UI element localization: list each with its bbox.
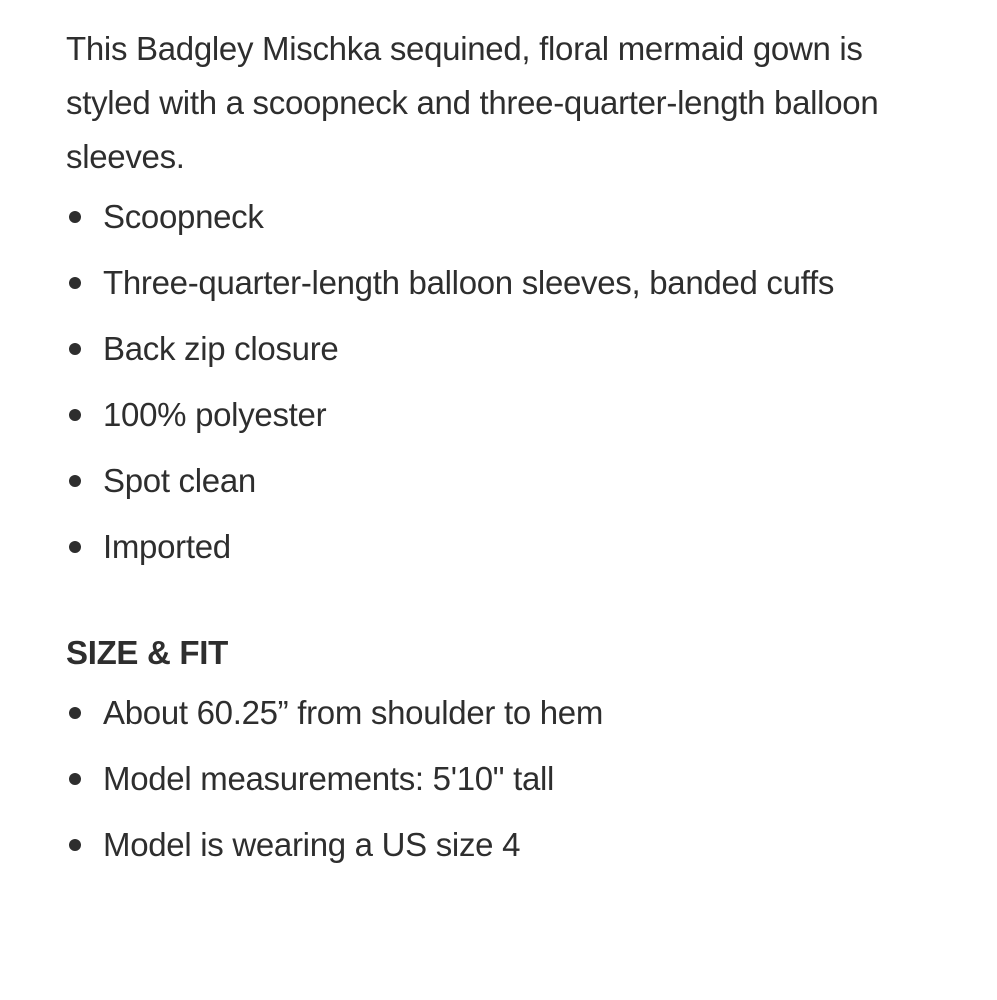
size-fit-text: About 60.25” from shoulder to hem — [103, 694, 604, 731]
bullet-icon — [69, 409, 81, 421]
bullet-icon — [69, 343, 81, 355]
bullet-icon — [69, 277, 81, 289]
list-item — [66, 448, 966, 514]
feature-text: Spot clean — [103, 462, 256, 499]
size-fit-heading: SIZE & FIT — [66, 634, 229, 671]
feature-text: Back zip closure — [103, 330, 339, 367]
list-item — [66, 812, 966, 878]
list-item — [66, 316, 966, 382]
list-item — [66, 514, 966, 580]
feature-text: 100% polyester — [103, 396, 327, 433]
size-fit-list — [66, 680, 966, 878]
features-list — [66, 184, 966, 580]
feature-text: Imported — [103, 528, 231, 565]
feature-text: Three-quarter-length balloon sleeves, banded cuffs — [103, 264, 835, 301]
list-item — [66, 250, 966, 316]
product-details — [66, 22, 966, 878]
list-item — [66, 382, 966, 448]
list-item — [66, 184, 966, 250]
list-item — [66, 746, 966, 812]
size-fit-text: Model is wearing a US size 4 — [103, 826, 521, 863]
bullet-icon — [69, 475, 81, 487]
bullet-icon — [69, 707, 81, 719]
list-item — [66, 680, 966, 746]
feature-text: Scoopneck — [103, 198, 264, 235]
bullet-icon — [69, 211, 81, 223]
size-fit-text: Model measurements: 5'10" tall — [103, 760, 555, 797]
bullet-icon — [69, 839, 81, 851]
bullet-icon — [69, 773, 81, 785]
product-description: This Badgley Mischka sequined, floral mermaid gown is styled with a scoopneck and three-quarter-length balloon sleeves. — [66, 30, 879, 175]
bullet-icon — [69, 541, 81, 553]
